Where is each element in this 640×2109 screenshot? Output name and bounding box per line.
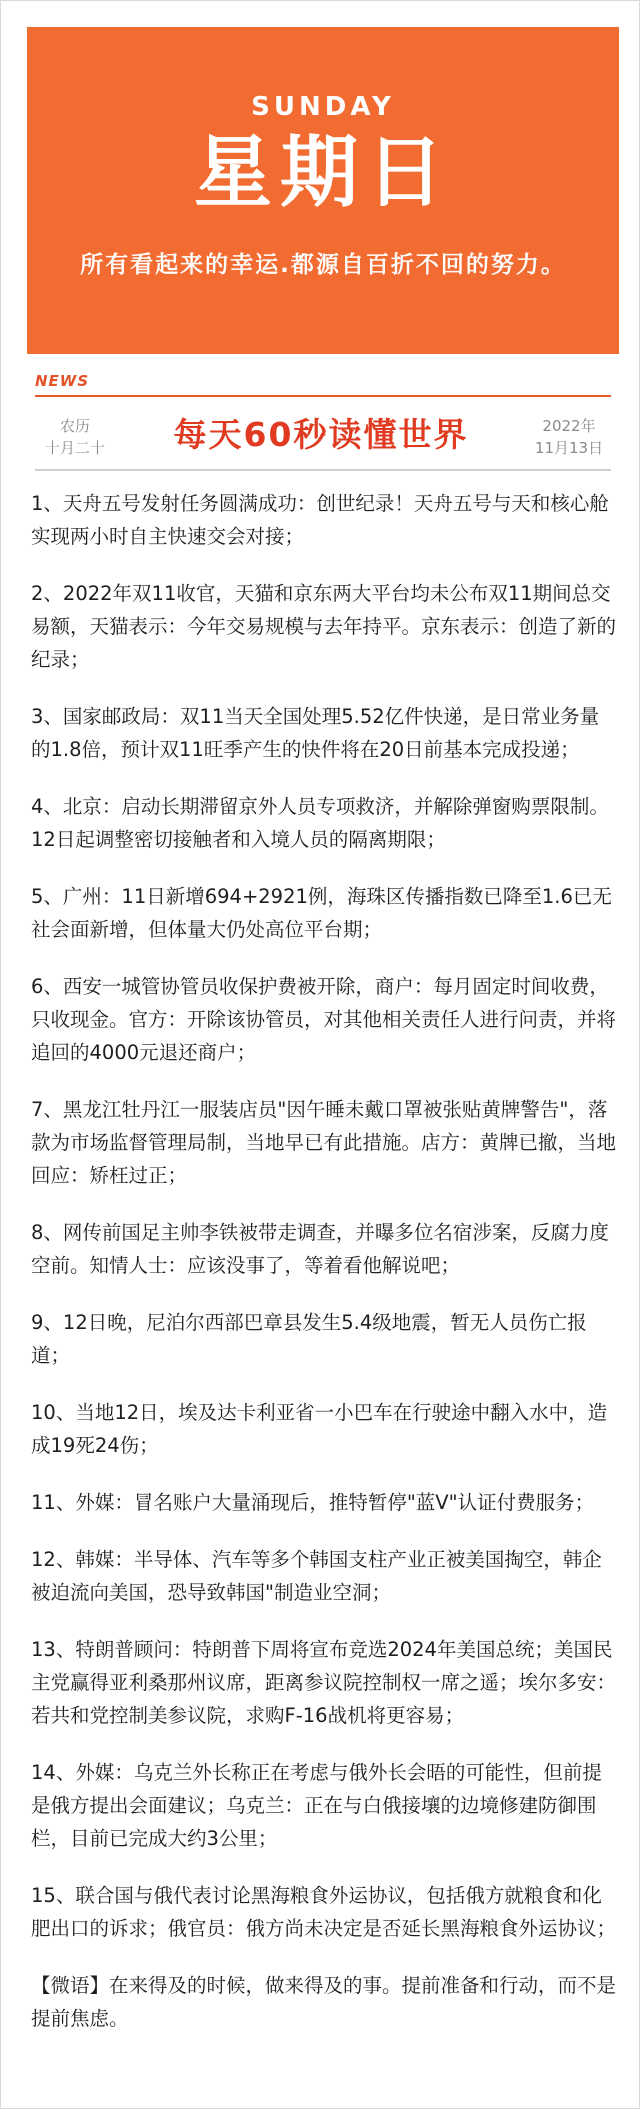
news-label: NEWS — [35, 372, 90, 390]
news-divider — [35, 395, 611, 397]
gregorian-date — [527, 415, 611, 459]
lunar-value: 十月二十 — [44, 439, 105, 457]
day-english: SUNDAY — [251, 92, 395, 122]
date-month-day: 11月13日 — [534, 439, 604, 457]
news-item: 8、网传前国足主帅李铁被带走调查，并曝多位名宿涉案，反腐力度空前。知情人士：应该没事了，等着看他解说吧； — [31, 1221, 609, 1277]
date-year: 2022年 — [542, 417, 596, 435]
day-chinese: 星期日 — [193, 127, 452, 218]
header-divider — [35, 469, 611, 471]
news-item: 5、广州：11日新增694+2921例，海珠区传播指数已降至1.6已无社会面新增，但体量大仍处高位平台期； — [31, 885, 612, 941]
news-item: 15、联合国与俄代表讨论黑海粮食外运协议，包括俄方就粮食和化肥出口的诉求；俄官员：俄方尚未决定是否延长黑海粮食外运协议； — [31, 1884, 617, 1940]
lunar-label: 农历 — [59, 417, 90, 435]
lunar-date — [35, 415, 115, 459]
news-item: 9、12日晚，尼泊尔西部巴章县发生5.4级地震，暂无人员伤亡报道； — [31, 1311, 587, 1367]
news-item: 6、西安一城管协管员收保护费被开除，商户：每月固定时间收费，只收现金。官方：开除该协管员，对其他相关责任人进行问责，并将追回的4000元退还商户； — [31, 975, 617, 1064]
news-item: 14、外媒：乌克兰外长称正在考虑与俄外长会晤的可能性，但前提是俄方提出会面建议；乌克兰：正在与白俄接壤的边境修建防御围栏，目前已完成大约3公里； — [31, 1761, 602, 1850]
news-list — [31, 487, 617, 2059]
day-banner — [27, 27, 619, 354]
news-item: 13、特朗普顾问：特朗普下周将宣布竞选2024年美国总统；美国民主党赢得亚利桑那州议席，距离参议院控制权一席之遥；埃尔多安：若共和党控制美参议院，求购F-16战机将更容易； — [31, 1638, 617, 1727]
news-item: 7、黑龙江牡丹江一服装店员"因午睡未戴口罩被张贴黄牌警告"，落款为市场监督管理局制，当地早已有此措施。店方：黄牌已撤，当地回应：矫枉过正； — [31, 1098, 617, 1187]
news-item: 1、天舟五号发射任务圆满成功：创世纪录！天舟五号与天和核心舱实现两小时自主快速交会对接； — [31, 492, 609, 548]
news-item: 2、2022年双11收官，天猫和京东两大平台均未公布双11期间总交易额，天猫表示：今年交易规模与去年持平。京东表示：创造了新的纪录； — [31, 582, 617, 671]
page-title: 每天60秒读懂世界 — [173, 415, 469, 454]
quote-item: 【微语】在来得及的时候，做来得及的事。提前准备和行动，而不是提前焦虑。 — [31, 1974, 617, 2030]
news-item: 4、北京：启动长期滞留京外人员专项救济，并解除弹窗购票限制。12日起调整密切接触者和入境人员的隔离期限； — [31, 795, 609, 851]
news-item: 3、国家邮政局：双11当天全国处理5.52亿件快递，是日常业务量的1.8倍，预计双11旺季产生的快件将在20日前基本完成投递； — [31, 705, 600, 761]
motto: 所有看起来的幸运.都源自百折不回的努力。 — [80, 252, 566, 278]
news-item: 10、当地12日，埃及达卡利亚省一小巴车在行驶途中翻入水中，造成19死24伤； — [31, 1401, 608, 1457]
news-item: 12、韩媒：半导体、汽车等多个韩国支柱产业正被美国掏空，韩企被迫流向美国，恐导致韩国"制造业空洞； — [31, 1548, 602, 1604]
news-item: 11、外媒：冒名账户大量涌现后，推特暂停"蓝V"认证付费服务； — [31, 1491, 595, 1514]
